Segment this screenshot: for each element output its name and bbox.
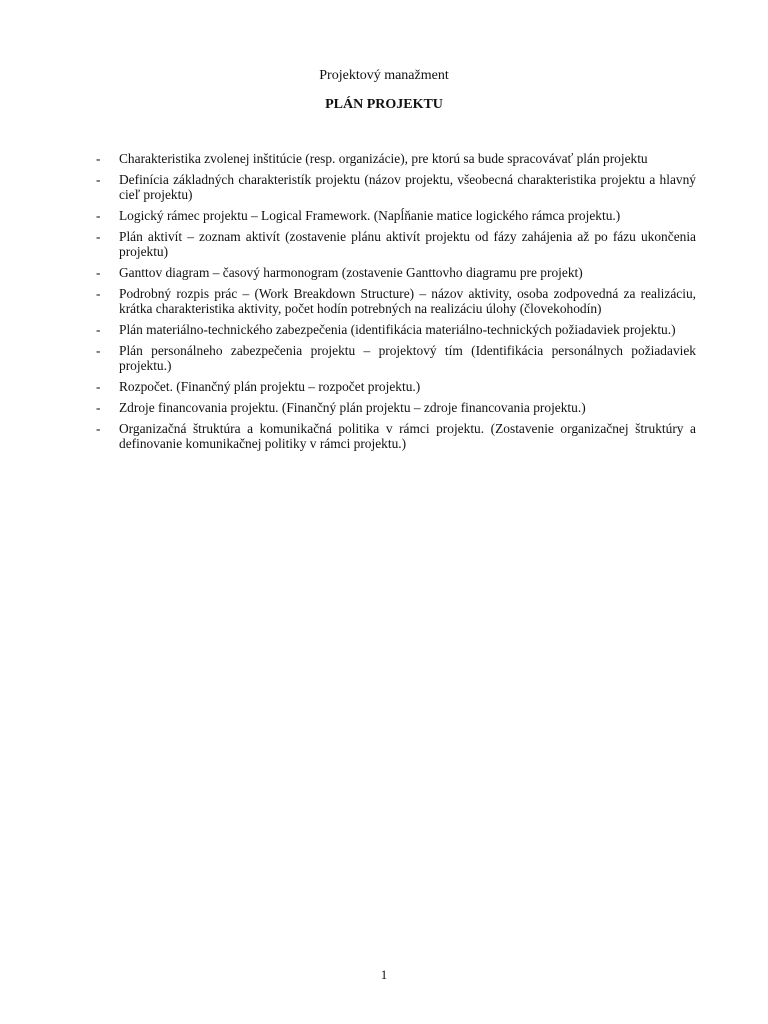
bullet-dash: - [96,172,101,187]
document-title: PLÁN PROJEKTU [325,97,443,112]
bullet-dash: - [96,421,101,436]
list-item-text: Logický rámec projektu – Logical Framework. (Napĺňanie matice logického rámca projektu.) [119,208,621,223]
list-item-text: Rozpočet. (Finančný plán projektu – rozpočet projektu.) [119,379,421,394]
bullet-dash: - [96,343,101,358]
list-item-text: Charakteristika zvolenej inštitúcie (resp. organizácie), pre ktorú sa bude spracovávať plán projektu [119,151,648,166]
bullet-dash: - [96,151,101,166]
list-item [96,208,696,223]
course-subject: Projektový manažment [319,68,449,83]
list-item [96,265,696,280]
project-plan-list [96,151,696,457]
list-item-text: Plán personálneho zabezpečenia projektu – projektový tím (Identifikácia personálnych požiadaviek projektu.) [119,343,696,373]
list-item-text: Organizačná štruktúra a komunikačná politika v rámci projektu. (Zostavenie organizačnej štruktúry a definovanie komunikačnej politiky v rámci projektu.) [119,421,696,451]
bullet-dash: - [96,208,101,223]
list-item-text: Plán materiálno-technického zabezpečenia (identifikácia materiálno-technických požiadaviek projektu.) [119,322,676,337]
list-item [96,400,696,415]
list-item-text: Podrobný rozpis prác – (Work Breakdown Structure) – názov aktivity, osoba zodpovedná za realizáciu, krátka charakteristika aktivity, počet hodín potrebných na realizáciu úlohy (človekohodín) [119,286,696,316]
bullet-dash: - [96,265,101,280]
bullet-dash: - [96,400,101,415]
list-item [96,229,696,259]
page-number: 1 [380,967,388,982]
bullet-dash: - [96,322,101,337]
list-item [96,343,696,373]
list-item-text: Zdroje financovania projektu. (Finančný plán projektu – zdroje financovania projektu.) [119,400,586,415]
bullet-dash: - [96,229,101,244]
list-item [96,151,696,166]
list-item-text: Definícia základných charakteristík projektu (názov projektu, všeobecná charakteristika projektu a hlavný cieľ projektu) [119,172,696,202]
list-item [96,379,696,394]
list-item-text: Ganttov diagram – časový harmonogram (zostavenie Ganttovho diagramu pre projekt) [119,265,583,280]
list-item [96,286,696,316]
list-item [96,421,696,451]
list-item [96,172,696,202]
list-item-text: Plán aktivít – zoznam aktivít (zostavenie plánu aktivít projektu od fázy zahájenia až po fázu ukončenia projektu) [119,229,696,259]
list-item [96,322,696,337]
bullet-dash: - [96,379,101,394]
bullet-dash: - [96,286,101,301]
